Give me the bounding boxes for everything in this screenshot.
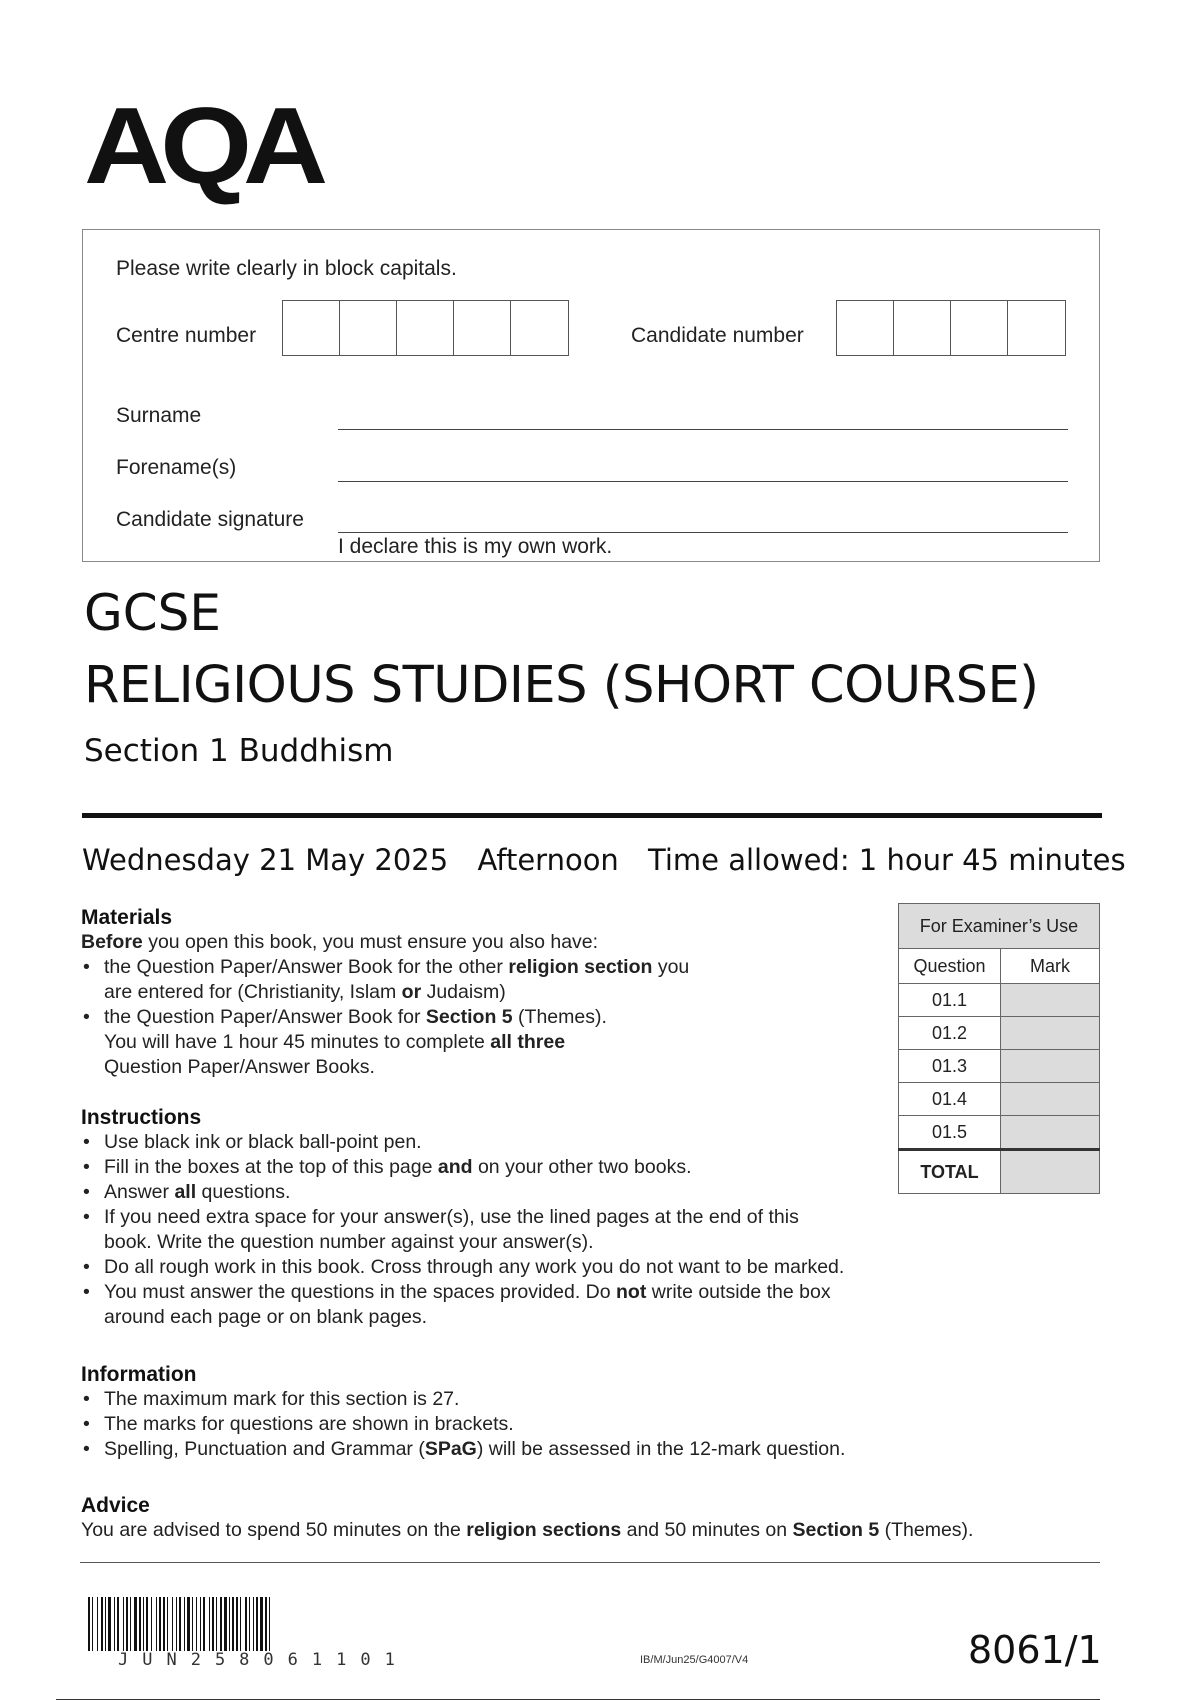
information-heading: Information	[81, 1363, 197, 1386]
barcode-bar	[260, 1597, 263, 1651]
candidate-number-digit-box[interactable]	[837, 301, 894, 355]
total-label: TOTAL	[899, 1150, 1001, 1194]
materials-section	[81, 906, 841, 1080]
list-item: • Do all rough work in this book. Cross through any work you do not want to be marked.	[81, 1255, 931, 1280]
question-number: 01.5	[899, 1116, 1001, 1150]
surname-label: Surname	[116, 404, 202, 427]
barcode-bar	[265, 1597, 267, 1651]
examiner-table-title: For Examiner’s Use	[899, 904, 1100, 949]
barcode-bar	[200, 1597, 201, 1651]
advice-section	[81, 1494, 1101, 1543]
barcode-bar	[184, 1597, 185, 1651]
barcode	[88, 1597, 468, 1651]
list-item: • Answer all questions.	[81, 1180, 931, 1205]
list-item: • Spelling, Punctuation and Grammar (SPaG) will be assessed in the 12-mark question.	[81, 1437, 981, 1462]
signature-line[interactable]	[338, 532, 1068, 533]
candidate-number-digit-box[interactable]	[1008, 301, 1065, 355]
mark-cell	[1001, 984, 1100, 1017]
centre-number-label: Centre number	[116, 324, 257, 347]
list-item: • the Question Paper/Answer Book for the other religion section you are entered for (Christianity, Islam or Judaism)	[81, 955, 841, 1005]
candidate-details-box	[82, 229, 1100, 562]
barcode-bar	[151, 1597, 152, 1651]
centre-number-boxes[interactable]	[282, 300, 569, 356]
barcode-bar	[134, 1597, 137, 1651]
barcode-bar	[179, 1597, 181, 1651]
barcode-bar	[126, 1597, 128, 1651]
information-list	[81, 1387, 981, 1462]
candidate-number-label: Candidate number	[631, 324, 804, 347]
question-column-header: Question	[899, 949, 1001, 984]
forenames-label: Forename(s)	[116, 456, 237, 479]
table-row	[899, 1050, 1100, 1083]
barcode-bar	[236, 1597, 238, 1651]
barcode-bar	[92, 1597, 93, 1651]
barcode-bar	[269, 1597, 270, 1651]
barcode-bar	[97, 1597, 98, 1651]
examiner-use-table	[898, 903, 1100, 1194]
ib-reference-code: IB/M/Jun25/G4007/V4	[640, 1654, 749, 1666]
instructions-section	[81, 1106, 931, 1330]
instructions-heading: Instructions	[81, 1106, 202, 1129]
barcode-bar	[229, 1597, 230, 1651]
mark-cell	[1001, 1017, 1100, 1050]
barcode-bar	[146, 1597, 148, 1651]
barcode-bar	[105, 1597, 106, 1651]
materials-list	[81, 955, 841, 1080]
barcode-bar	[209, 1597, 210, 1651]
total-mark-cell	[1001, 1150, 1100, 1194]
question-number: 01.3	[899, 1050, 1001, 1083]
instructions-list	[81, 1130, 931, 1330]
barcode-bar	[203, 1597, 205, 1651]
barcode-bar	[224, 1597, 227, 1651]
barcode-bar	[253, 1597, 254, 1651]
list-item: • Use black ink or black ball-point pen.	[81, 1130, 931, 1155]
subject-title: RELIGIOUS STUDIES (SHORT COURSE)	[84, 656, 1039, 715]
materials-heading: Materials	[81, 906, 173, 929]
exam-date-line	[82, 843, 1126, 877]
barcode-bar	[192, 1597, 193, 1651]
mark-cell	[1001, 1050, 1100, 1083]
table-row	[899, 1017, 1100, 1050]
mark-cell	[1001, 1083, 1100, 1116]
materials-intro: Before you open this book, you must ensure you also have:	[81, 931, 599, 953]
barcode-number: JUN258061101	[118, 1650, 409, 1670]
mark-column-header: Mark	[1001, 949, 1100, 984]
list-item: • The maximum mark for this section is 27.	[81, 1387, 981, 1412]
barcode-bar	[176, 1597, 177, 1651]
centre-number-digit-box[interactable]	[283, 301, 340, 355]
advice-text: You are advised to spend 50 minutes on the religion sections and 50 minutes on Section 5 (Themes).	[81, 1519, 974, 1541]
barcode-bar	[163, 1597, 165, 1651]
signature-label: Candidate signature	[116, 508, 304, 531]
barcode-bar	[108, 1597, 111, 1651]
table-row	[899, 1116, 1100, 1150]
centre-number-digit-box[interactable]	[397, 301, 454, 355]
advice-heading: Advice	[81, 1494, 150, 1517]
exam-date: Wednesday 21 May 2025	[82, 843, 449, 877]
table-row	[899, 1083, 1100, 1116]
list-item: • If you need extra space for your answer(s), use the lined pages at the end of this book. Write the question number against your answer(s).	[81, 1205, 834, 1255]
footer-divider	[80, 1562, 1100, 1563]
barcode-bar	[245, 1597, 247, 1651]
surname-line[interactable]	[338, 429, 1068, 430]
barcode-bar	[88, 1597, 90, 1651]
table-row	[899, 984, 1100, 1017]
mark-cell	[1001, 1116, 1100, 1150]
paper-code: 8061/1	[968, 1628, 1102, 1672]
aqa-logo: AQA	[84, 85, 320, 207]
barcode-bar	[232, 1597, 234, 1651]
barcode-bar	[196, 1597, 197, 1651]
question-number: 01.4	[899, 1083, 1001, 1116]
candidate-number-boxes[interactable]	[836, 300, 1066, 356]
forenames-line[interactable]	[338, 481, 1068, 482]
barcode-bar	[130, 1597, 131, 1651]
centre-number-digit-box[interactable]	[511, 301, 568, 355]
table-row	[899, 1150, 1100, 1194]
barcode-bar	[114, 1597, 115, 1651]
section-title: Section 1 Buddhism	[84, 733, 394, 769]
exam-session: Afternoon	[477, 843, 619, 877]
question-number: 01.2	[899, 1017, 1001, 1050]
qualification-title: GCSE	[84, 584, 221, 642]
barcode-bar	[240, 1597, 241, 1651]
barcode-bar	[256, 1597, 258, 1651]
list-item: • You must answer the questions in the spaces provided. Do not write outside the box around each page or on blank pages.	[81, 1280, 844, 1330]
list-item: • The marks for questions are shown in brackets.	[81, 1412, 981, 1437]
list-item: • Fill in the boxes at the top of this page and on your other two books.	[81, 1155, 931, 1180]
barcode-bar	[117, 1597, 119, 1651]
barcode-bar	[123, 1597, 124, 1651]
barcode-bar	[139, 1597, 141, 1651]
barcode-bar	[101, 1597, 103, 1651]
barcode-bar	[212, 1597, 214, 1651]
exam-time-allowed: Time allowed: 1 hour 45 minutes	[648, 843, 1126, 877]
barcode-bar	[216, 1597, 217, 1651]
barcode-bar	[167, 1597, 168, 1651]
candidate-number-digit-box[interactable]	[951, 301, 1008, 355]
declaration-text: I declare this is my own work.	[338, 535, 613, 558]
barcode-bar	[220, 1597, 222, 1651]
question-number: 01.1	[899, 984, 1001, 1017]
centre-number-digit-box[interactable]	[340, 301, 397, 355]
candidate-number-digit-box[interactable]	[894, 301, 951, 355]
barcode-bar	[159, 1597, 161, 1651]
information-section	[81, 1363, 981, 1462]
centre-number-digit-box[interactable]	[454, 301, 511, 355]
block-capitals-instruction: Please write clearly in block capitals.	[116, 257, 457, 280]
barcode-bar	[172, 1597, 173, 1651]
heading-divider	[82, 813, 1102, 818]
barcode-bar	[156, 1597, 157, 1651]
barcode-bar	[187, 1597, 190, 1651]
barcode-bar	[143, 1597, 144, 1651]
barcode-bar	[249, 1597, 250, 1651]
list-item: • the Question Paper/Answer Book for Section 5 (Themes). You will have 1 hour 45 minutes to complete all three Question Paper/Answer Books.	[81, 1005, 841, 1080]
